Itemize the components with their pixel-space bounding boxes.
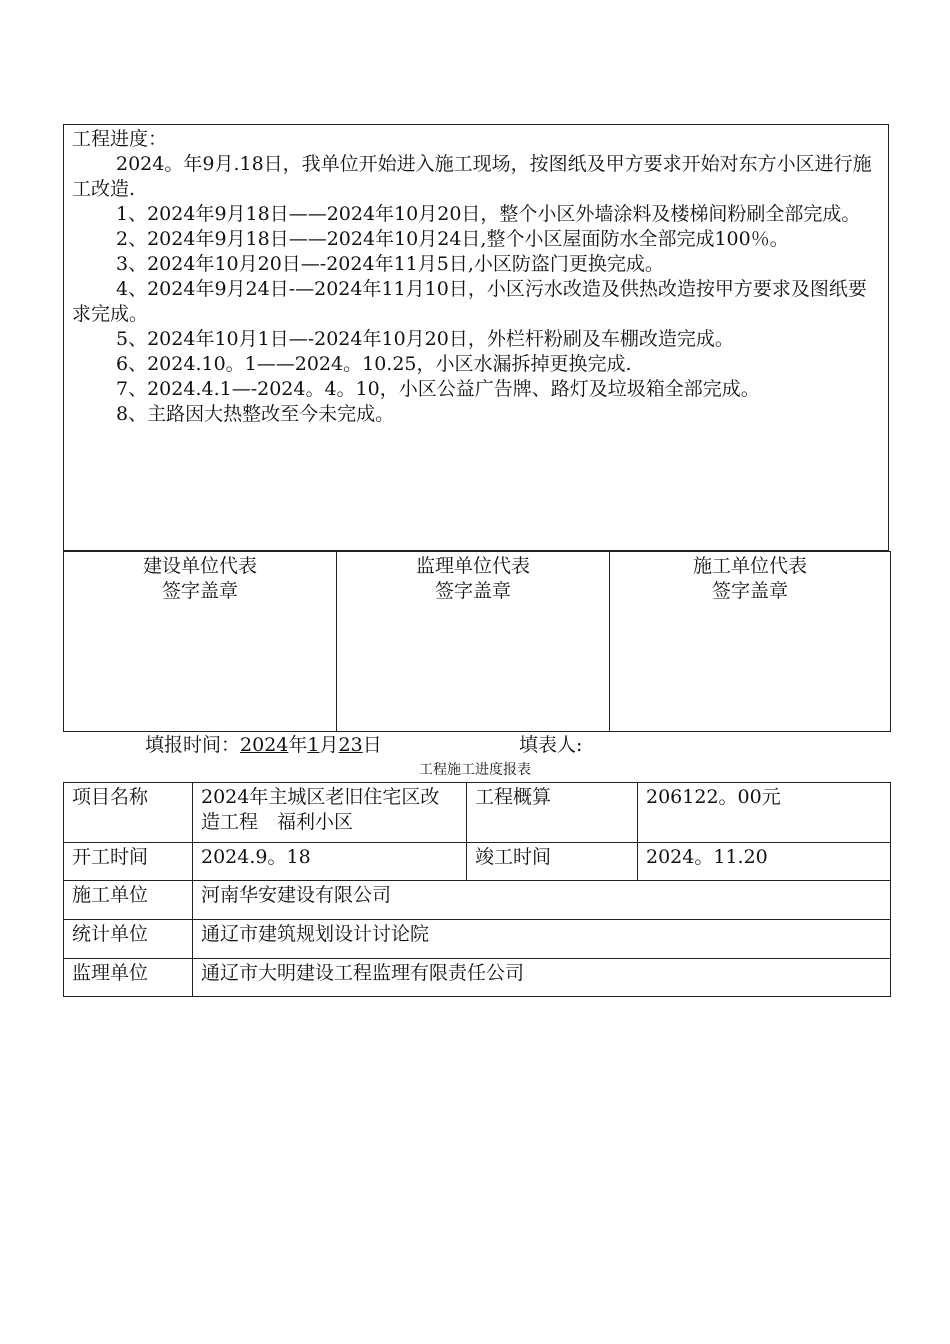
- end-value: 2024。11.20: [638, 843, 891, 881]
- signature-sub: 签字盖章: [161, 580, 238, 602]
- progress-line: 3、2024年10月20日—-2024年11月5日,小区防盗门更换完成。: [116, 253, 664, 275]
- fill-year-unit: 年: [288, 734, 308, 756]
- fill-month-unit: 月: [319, 734, 339, 756]
- project-name-value: 2024年主城区老旧住宅区改造工程 福利小区: [193, 783, 467, 843]
- fill-date-label: 填报时间：: [145, 734, 241, 756]
- progress-line: 8、主路因大热整改至今未完成。: [116, 403, 395, 425]
- signature-cell-supervision: [337, 552, 610, 732]
- signature-title: 监理单位代表: [415, 555, 530, 577]
- signature-title: 建设单位代表: [142, 555, 257, 577]
- progress-line: 2024。年9月.18日，我单位开始进入施工现场，按图纸及甲方要求开始对东方小区进行施工改造.: [72, 153, 872, 200]
- signature-cell-construction: [64, 552, 337, 732]
- filler-label: 填表人:: [519, 734, 583, 756]
- progress-line: 5、2024年10月1日—-2024年10月20日，外栏杆粉刷及车棚改造完成。: [116, 328, 734, 350]
- progress-line: 7、2024.4.1—-2024。4。10，小区公益广告牌、路灯及垃圾箱全部完成。: [116, 378, 760, 400]
- table-row: [64, 959, 891, 997]
- contractor-value: 河南华安建设有限公司: [193, 881, 891, 920]
- supervisor-label: 监理单位: [64, 959, 193, 997]
- progress-heading: 工程进度：: [72, 128, 168, 150]
- signature-title: 施工单位代表: [692, 555, 807, 577]
- start-label: 开工时间: [64, 843, 193, 881]
- progress-line: 4、2024年9月24日-—2024年11月10日，小区污水改造及供热改造按甲方要求及图纸要求完成。: [72, 278, 867, 325]
- budget-label: 工程概算: [467, 783, 638, 843]
- contractor-label: 施工单位: [64, 881, 193, 920]
- end-label: 竣工时间: [467, 843, 638, 881]
- table-row: [64, 920, 891, 959]
- stats-value: 通辽市建筑规划设计讨论院: [193, 920, 891, 959]
- signature-sub: 签字盖章: [434, 580, 511, 602]
- fill-info: [145, 732, 583, 758]
- project-name-label: 项目名称: [64, 783, 193, 843]
- fill-day-unit: 日: [362, 734, 382, 756]
- fill-month: 1: [307, 734, 320, 756]
- start-value: 2024.9。18: [193, 843, 467, 881]
- fill-day: 23: [338, 734, 363, 756]
- table-row: [64, 843, 891, 881]
- table-caption: 工程施工进度报表: [419, 762, 531, 778]
- supervisor-value: 通辽市大明建设工程监理有限责任公司: [193, 959, 891, 997]
- fill-year: 2024: [240, 734, 289, 756]
- signature-sub: 签字盖章: [711, 580, 788, 602]
- signature-cell-contractor: [610, 552, 891, 732]
- table-row: [64, 881, 891, 920]
- table-row: [64, 783, 891, 843]
- signature-table: [63, 551, 891, 732]
- progress-line: 1、2024年9月18日——2024年10月20日，整个小区外墙涂料及楼梯间粉刷全部完成。: [116, 203, 861, 225]
- budget-value: 206122。00元: [638, 783, 891, 843]
- progress-line: 6、2024.10。1——2024。10.25，小区水漏拆掉更换完成.: [116, 353, 632, 375]
- project-info-table: [63, 782, 891, 997]
- progress-line: 2、2024年9月18日——2024年10月24日,整个小区屋面防水全部完成100％。: [116, 228, 789, 250]
- progress-section: [63, 124, 889, 551]
- stats-label: 统计单位: [64, 920, 193, 959]
